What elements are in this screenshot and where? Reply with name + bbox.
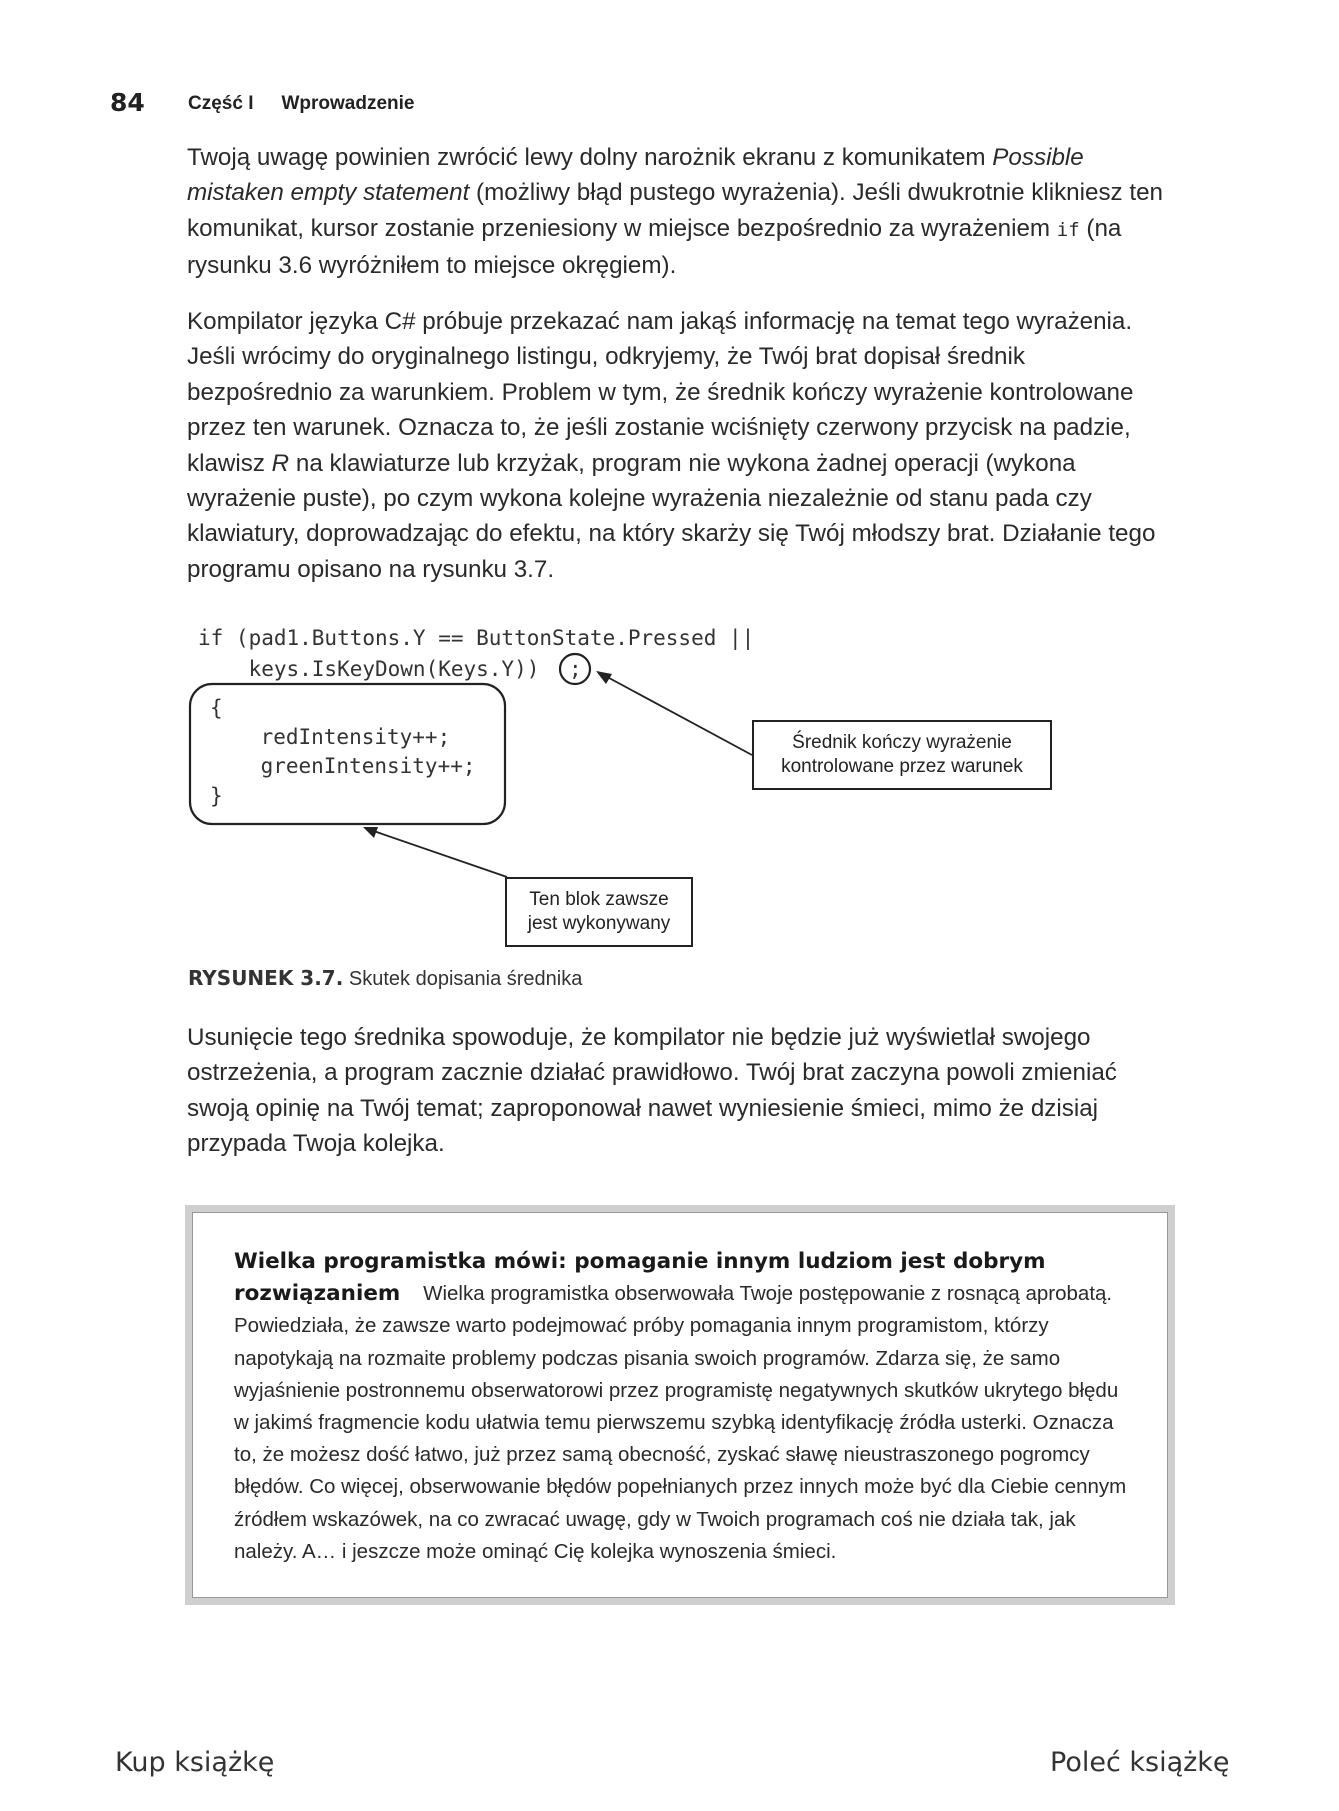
callout-semicolon-line2: kontrolowane przez warunek	[781, 756, 1023, 777]
caption-label: RYSUNEK 3.7.	[188, 966, 344, 990]
sidebar-text	[234, 1246, 1134, 1568]
code-line-2: keys.IsKeyDown(Keys.Y))	[198, 657, 540, 681]
recommend-book-link[interactable]: Poleć książkę	[1050, 1747, 1230, 1778]
code-line-3: {	[210, 696, 223, 720]
paragraph-3: Usunięcie tego średnika spowoduje, że kompilator nie będzie już wyświetlał swojego ostrzeżenia, a program zacznie działać prawidłowo. Twój brat zaczyna powoli zmieniać swoją opinię na Twój temat; zaproponował nawet wyniesienie śmieci, mimo że dzisiaj przypada Twoja kolejka.	[187, 1024, 1117, 1158]
p2-italic: R	[271, 449, 290, 477]
block-arrow-line	[365, 828, 507, 877]
block-arrow-head	[363, 827, 378, 838]
code-line-6: }	[210, 784, 223, 808]
callout-block-line1: Ten blok zawsze	[529, 889, 669, 910]
running-head	[188, 93, 415, 115]
semicolon-arrow-head	[596, 671, 612, 684]
callout-block-line2: jest wykonywany	[527, 913, 671, 934]
figure-caption	[188, 966, 582, 991]
callout-block	[505, 877, 693, 947]
paragraph-2	[187, 304, 1172, 587]
semicolon-arrow-line	[598, 672, 752, 755]
code-line-1: if (pad1.Buttons.Y == ButtonState.Pressed ||	[198, 626, 755, 650]
sidebar-box	[185, 1205, 1175, 1605]
p2-text-a: Kompilator języka C# próbuje przekazać nam jakąś informację na temat tego wyrażenia. Jeśli wrócimy do oryginalnego listingu, odkryjemy, że Twój brat dopisał średnik bezpośrednio za warunkiem. Problem w tym, że średnik kończy wyrażenie kontrolowane przez ten warunek. Oznacza to, że jeśli zostanie wciśnięty czerwony przycisk na padzie, klawisz	[187, 308, 1134, 477]
buy-book-link[interactable]: Kup książkę	[115, 1747, 275, 1778]
code-line-5: greenIntensity++;	[210, 754, 476, 778]
p1-italic: Possible mistaken empty statement	[187, 144, 1084, 207]
p1-code: if	[1056, 218, 1080, 241]
sidebar-body: Wielka programistka obserwowała Twoje postępowanie z rosnącą aprobatą. Powiedziała, że zawsze warto podejmować próby pomagania innym programistom, którzy napotykają na rozmaite problemy podczas pisania swoich programów. Zdarza się, że samo wyjaśnienie postronnemu obserwatorowi przez programistę negatywnych skutków ukrytego błędu w jakimś fragmencie kodu ułatwia temu pierwszemu szybką identyfikację źródła usterki. Oznacza to, że możesz dość łatwo, już przez samą obecność, zyskać sławę nieustraszonego pogromcy błędów. Co więcej, obserwowanie błędów popełnianych przez innych może być dla Ciebie cennym źródłem wskazówek, na co zwracać uwagę, gdy w Twoich programach coś nie działa tak, jak należy. A… i jeszcze może ominąć Cię kolejka wynoszenia śmieci.	[234, 1282, 1127, 1563]
p1-text-c: (na rysunku 3.6 wyróżniłem to miejsce okręgiem).	[187, 214, 1122, 280]
code-line-4: redIntensity++;	[210, 725, 451, 749]
section-label: Wprowadzenie	[281, 93, 415, 114]
caption-text: Skutek dopisania średnika	[343, 968, 583, 990]
callout-semicolon	[752, 720, 1052, 790]
callout-semicolon-line1: Średnik kończy wyrażenie	[792, 732, 1012, 753]
page-number: 84	[110, 88, 145, 117]
p1-text-a: Twoją uwagę powinien zwrócić lewy dolny narożnik ekranu z komunikatem	[187, 144, 993, 171]
part-label: Część I	[188, 93, 254, 114]
paragraph-1	[187, 140, 1172, 284]
sidebar-title: Wielka programistka mówi: pomaganie innym ludziom jest dobrym rozwiązaniem	[234, 1249, 1046, 1307]
code-semicolon: ;	[569, 657, 582, 681]
p2-text-b: na klawiaturze lub krzyżak, program nie wykona żadnej operacji (wykona wyrażenie puste), po czym wykona kolejne wyrażenia niezależnie od stanu pada czy klawiatury, doprowadzając do efektu, na który skarży się Twój młodszy brat. Działanie tego programu opisano na rysunku 3.7.	[187, 449, 1156, 583]
p1-text-b: (możliwy błąd pustego wyrażenia). Jeśli dwukrotnie klikniesz ten komunikat, kursor zostanie przeniesiony w miejsce bezpośrednio za wyrażeniem	[187, 179, 1163, 242]
